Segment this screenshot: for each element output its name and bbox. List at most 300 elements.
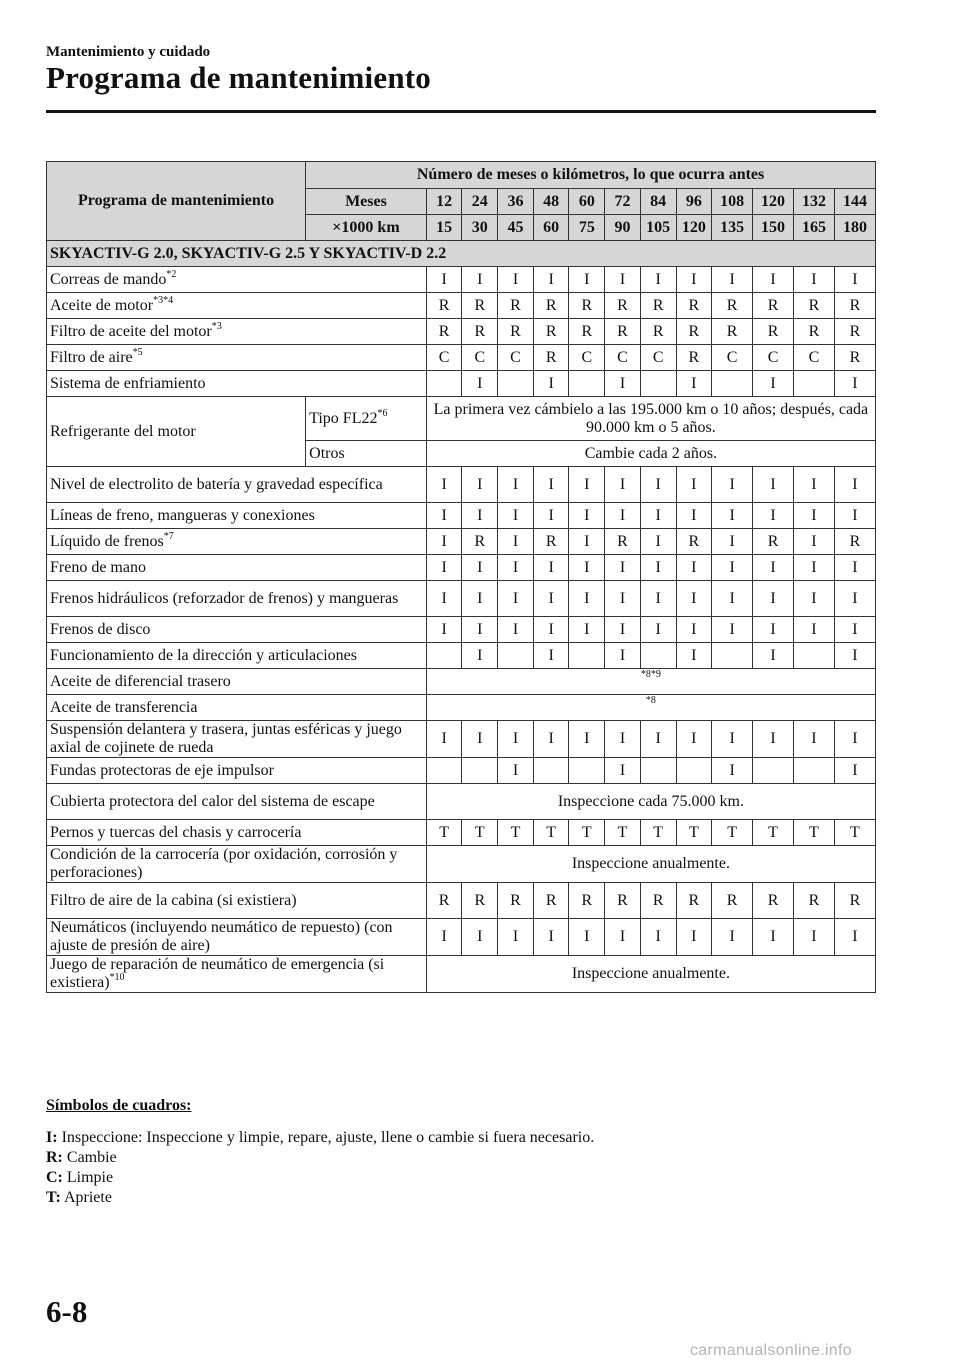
schedule-cell: I [712,467,753,503]
item-label [47,581,427,617]
schedule-cell: R [498,319,534,345]
schedule-cell: I [834,643,875,669]
schedule-cell: I [676,919,712,956]
schedule-cell: I [640,529,676,555]
schedule-cell: R [640,293,676,319]
schedule-cell [640,643,676,669]
month-header: 144 [834,189,875,215]
schedule-cell: I [834,267,875,293]
page-number: 6-8 [46,1294,88,1329]
schedule-cell: I [793,467,834,503]
schedule-cell: I [676,617,712,643]
schedule-cell: C [640,345,676,371]
schedule-cell: I [753,503,794,529]
schedule-cell: I [498,555,534,581]
schedule-cell: I [793,503,834,529]
schedule-cell: I [834,467,875,503]
schedule-cell: I [498,467,534,503]
item-label [47,956,427,993]
schedule-cell [793,371,834,397]
schedule-row [47,695,876,721]
schedule-cell: I [676,643,712,669]
legend [46,1096,594,1208]
schedule-cell: I [834,581,875,617]
schedule-cell: I [498,581,534,617]
month-header: 72 [605,189,641,215]
schedule-cell: I [640,617,676,643]
schedule-cell [569,643,605,669]
schedule-span-note: *8 [426,695,875,721]
item-label-text: Aceite de diferencial trasero [50,672,231,690]
schedule-cell: I [793,581,834,617]
schedule-cell: I [753,555,794,581]
schedule-cell: T [676,820,712,846]
schedule-cell [753,758,794,784]
schedule-cell: I [498,503,534,529]
schedule-cell: T [569,820,605,846]
schedule-cell: R [569,883,605,919]
schedule-cell: I [640,721,676,758]
schedule-cell: R [605,293,641,319]
km-header: 120 [676,215,712,241]
schedule-cell: C [712,345,753,371]
schedule-cell: I [426,919,462,956]
item-label-text: Frenos hidráulicos (reforzador de frenos) y mangueras [50,589,399,607]
km-header: 30 [462,215,498,241]
schedule-row [47,883,876,919]
schedule-cell [712,371,753,397]
schedule-cell: R [462,319,498,345]
schedule-row [47,721,876,758]
schedule-cell: I [605,267,641,293]
schedule-cell: R [533,345,569,371]
schedule-cell: R [753,319,794,345]
schedule-span-text: Inspeccione anualmente. [426,956,875,993]
schedule-cell: I [753,467,794,503]
schedule-cell: I [793,555,834,581]
month-header: 84 [640,189,676,215]
item-label [47,784,427,820]
km-header: 165 [793,215,834,241]
schedule-cell: I [533,267,569,293]
footnote-ref: *3 [211,320,222,332]
schedule-cell: I [753,267,794,293]
schedule-cell: I [712,529,753,555]
schedule-span-text: Inspeccione cada 75.000 km. [426,784,875,820]
schedule-cell: I [462,581,498,617]
schedule-cell: R [676,293,712,319]
schedule-row [47,319,876,345]
coolant-other-interval: Cambie cada 2 años. [426,441,875,467]
schedule-cell: I [753,371,794,397]
maintenance-schedule-table [46,161,876,993]
item-label-text: Condición de la carrocería (por oxidación, corrosión y perforaciones) [50,846,398,881]
coolant-other-label: Otros [306,441,427,467]
schedule-cell: I [640,919,676,956]
schedule-cell: I [426,503,462,529]
schedule-cell: R [676,345,712,371]
schedule-cell: I [753,617,794,643]
item-label-text: Funcionamiento de la dirección y articulaciones [50,646,357,664]
schedule-cell: R [712,883,753,919]
schedule-cell: R [533,883,569,919]
schedule-cell [640,758,676,784]
schedule-cell: I [605,555,641,581]
schedule-cell: I [676,371,712,397]
schedule-cell: I [605,758,641,784]
schedule-cell: T [834,820,875,846]
schedule-row [47,784,876,820]
legend-text: Limpie [66,1169,114,1186]
item-label-text: Cubierta protectora del calor del sistema de escape [50,792,375,810]
schedule-cell: I [498,617,534,643]
schedule-cell [426,371,462,397]
schedule-cell: I [462,467,498,503]
schedule-cell: R [640,319,676,345]
schedule-cell: R [426,293,462,319]
schedule-cell: R [533,319,569,345]
schedule-cell: R [793,293,834,319]
schedule-cell: I [834,371,875,397]
schedule-cell: I [605,721,641,758]
schedule-cell: R [834,883,875,919]
schedule-cell: R [605,883,641,919]
item-label-text: Freno de mano [50,558,146,576]
schedule-cell: I [605,503,641,529]
schedule-cell: R [793,319,834,345]
schedule-cell: I [712,555,753,581]
schedule-cell: I [533,467,569,503]
schedule-cell: I [533,581,569,617]
schedule-cell: I [462,503,498,529]
month-header: 48 [533,189,569,215]
item-label [47,820,427,846]
item-label-text: Filtro de aire de la cabina (si existiera) [50,891,297,909]
schedule-cell: C [753,345,794,371]
legend-item [46,1128,594,1148]
item-label [47,555,427,581]
schedule-cell: I [834,721,875,758]
schedule-cell: I [569,267,605,293]
km-header: 180 [834,215,875,241]
schedule-cell: I [569,581,605,617]
coolant-fl22-interval: La primera vez cámbielo a las 195.000 km o 10 años; después, cada 90.000 km o 5 años. [426,397,875,441]
schedule-cell [426,758,462,784]
schedule-cell: R [753,529,794,555]
schedule-cell [793,758,834,784]
schedule-span-note: *8*9 [426,669,875,695]
month-header: 12 [426,189,462,215]
footnote-ref: *6 [377,407,388,419]
interval-header: Número de meses o kilómetros, lo que ocurra antes [306,162,876,189]
legend-item [46,1188,594,1208]
schedule-cell: I [569,467,605,503]
item-label [47,503,427,529]
schedule-cell: I [533,555,569,581]
month-header: 96 [676,189,712,215]
schedule-cell: I [712,267,753,293]
schedule-cell: R [498,883,534,919]
schedule-cell: I [498,919,534,956]
item-label [47,846,427,883]
month-header: 24 [462,189,498,215]
schedule-cell: I [569,503,605,529]
schedule-cell: I [462,643,498,669]
schedule-cell: I [793,529,834,555]
item-label [47,669,427,695]
schedule-cell: R [533,529,569,555]
schedule-cell: I [462,371,498,397]
item-label [47,319,427,345]
schedule-cell: I [712,581,753,617]
item-label-text: Suspensión delantera y trasera, juntas esféricas y juego axial de cojinete de rueda [50,721,402,756]
interval-header-row [47,162,876,189]
km-header: 60 [533,215,569,241]
schedule-cell: I [605,919,641,956]
schedule-cell: T [498,820,534,846]
legend-symbol: C: [46,1169,63,1186]
km-label: ×1000 km [306,215,427,241]
schedule-cell: T [533,820,569,846]
schedule-cell: R [640,883,676,919]
month-header: 132 [793,189,834,215]
schedule-row [47,919,876,956]
schedule-cell: I [753,919,794,956]
schedule-cell: I [462,555,498,581]
legend-item [46,1148,594,1168]
page-title: Programa de mantenimiento [46,60,431,95]
item-label-text: Correas de mando [50,270,167,288]
item-label [47,721,427,758]
schedule-cell: I [640,467,676,503]
item-label [47,758,427,784]
watermark: carmanualsonline.info [690,1342,852,1359]
km-header: 75 [569,215,605,241]
schedule-cell: I [834,919,875,956]
item-label-text: Filtro de aceite del motor [50,322,212,340]
schedule-cell: T [640,820,676,846]
schedule-cell: I [793,721,834,758]
schedule-cell: I [676,503,712,529]
schedule-cell [640,371,676,397]
schedule-cell: R [834,293,875,319]
schedule-cell: T [605,820,641,846]
schedule-cell: I [426,721,462,758]
legend-item [46,1168,594,1188]
schedule-cell: R [533,293,569,319]
item-label [47,267,427,293]
schedule-cell: R [712,293,753,319]
footnote-ref: *5 [132,346,143,358]
schedule-cell: I [640,555,676,581]
schedule-cell: I [533,617,569,643]
schedule-row [47,345,876,371]
item-label-text: Nivel de electrolito de batería y gravedad específica [50,475,383,493]
legend-symbol: T: [46,1189,61,1206]
schedule-cell [569,371,605,397]
schedule-cell [533,758,569,784]
schedule-cell: C [605,345,641,371]
item-label [47,371,427,397]
schedule-cell: T [753,820,794,846]
schedule-cell: I [605,617,641,643]
schedule-cell: T [712,820,753,846]
schedule-row [47,820,876,846]
schedule-row [47,669,876,695]
month-header: 36 [498,189,534,215]
schedule-cell: I [498,267,534,293]
schedule-cell: I [793,919,834,956]
schedule-cell: I [498,721,534,758]
schedule-cell: I [533,503,569,529]
month-header: 120 [753,189,794,215]
schedule-cell: I [712,758,753,784]
legend-symbol: I: [46,1129,58,1146]
schedule-cell: I [462,721,498,758]
schedule-cell: I [426,555,462,581]
schedule-cell: I [569,919,605,956]
item-label-text: Fundas protectoras de eje impulsor [50,761,274,779]
schedule-cell: I [605,581,641,617]
km-header: 90 [605,215,641,241]
schedule-row [47,503,876,529]
schedule-body [47,162,876,993]
schedule-cell: R [498,293,534,319]
schedule-cell: I [569,617,605,643]
section-title: Mantenimiento y cuidado [46,44,211,60]
schedule-cell: R [676,319,712,345]
item-label [47,919,427,956]
schedule-cell: R [462,293,498,319]
schedule-cell: R [712,319,753,345]
schedule-cell: R [676,529,712,555]
item-label-text: Neumáticos (incluyendo neumático de repuesto) (con ajuste de presión de aire) [50,919,393,954]
schedule-cell: C [569,345,605,371]
schedule-cell: I [676,721,712,758]
month-header: 60 [569,189,605,215]
schedule-cell [793,643,834,669]
schedule-cell: I [426,467,462,503]
coolant-label: Refrigerante del motor [47,397,306,467]
schedule-row [47,758,876,784]
schedule-cell: R [569,293,605,319]
schedule-cell: I [533,643,569,669]
month-header: 108 [712,189,753,215]
legend-text: Cambie [66,1149,117,1166]
schedule-cell [498,643,534,669]
title-divider [46,110,876,113]
item-label [47,617,427,643]
schedule-cell: R [753,883,794,919]
legend-items [46,1128,594,1208]
schedule-cell: C [462,345,498,371]
schedule-row [47,529,876,555]
schedule-row [47,846,876,883]
legend-text: Inspeccione: Inspeccione y limpie, repare, ajuste, llene o cambie si fuera necesario. [61,1129,595,1146]
coolant-fl22-text: Tipo FL22 [309,409,378,427]
schedule-cell [569,758,605,784]
schedule-cell: R [793,883,834,919]
schedule-cell: I [640,503,676,529]
schedule-cell: I [753,643,794,669]
schedule-cell: I [676,467,712,503]
schedule-cell: I [793,617,834,643]
coolant-fl22-label [306,397,427,441]
months-label: Meses [306,189,427,215]
schedule-cell: R [834,345,875,371]
km-header: 105 [640,215,676,241]
km-header: 150 [753,215,794,241]
schedule-cell: T [793,820,834,846]
schedule-cell: C [426,345,462,371]
schedule-cell: T [426,820,462,846]
item-label-text: Aceite de transferencia [50,698,198,716]
item-label-text: Filtro de aire [50,348,133,366]
item-label-text: Juego de reparación de neumático de emergencia (si existiera) [50,956,385,991]
schedule-span-text: Inspeccione anualmente. [426,846,875,883]
schedule-row [47,643,876,669]
schedule-cell: I [712,919,753,956]
schedule-row [47,555,876,581]
engine-group-label: SKYACTIV-G 2.0, SKYACTIV-G 2.5 Y SKYACTIV-D 2.2 [47,241,876,267]
schedule-cell: I [533,721,569,758]
item-label [47,643,427,669]
schedule-cell: I [753,581,794,617]
schedule-cell: I [426,529,462,555]
schedule-cell: R [834,319,875,345]
item-label-text: Frenos de disco [50,620,151,638]
item-label [47,293,427,319]
schedule-cell: I [498,529,534,555]
schedule-cell: I [569,529,605,555]
schedule-cell: R [605,529,641,555]
item-label [47,695,427,721]
schedule-cell: I [533,919,569,956]
schedule-cell: I [834,555,875,581]
schedule-cell: I [426,581,462,617]
schedule-cell: R [569,319,605,345]
schedule-row [47,267,876,293]
item-label-text: Sistema de enfriamiento [50,374,206,392]
schedule-cell: I [533,371,569,397]
schedule-cell: C [498,345,534,371]
schedule-row [47,581,876,617]
engine-group-row [47,241,876,267]
schedule-row [47,371,876,397]
item-label-text: Aceite de motor [50,296,154,314]
schedule-cell: I [834,503,875,529]
legend-title: Símbolos de cuadros: [46,1097,192,1114]
schedule-cell: R [753,293,794,319]
schedule-cell: R [426,319,462,345]
schedule-row [47,467,876,503]
footnote-ref: *10 [109,972,125,983]
footnote-ref: *2 [166,268,177,280]
schedule-row [47,956,876,993]
schedule-cell: I [712,617,753,643]
schedule-cell: I [426,267,462,293]
km-header: 135 [712,215,753,241]
item-label [47,529,427,555]
schedule-cell: I [834,758,875,784]
item-label-text: Líneas de freno, mangueras y conexiones [50,506,315,524]
km-header: 15 [426,215,462,241]
schedule-cell: I [712,503,753,529]
schedule-cell [426,643,462,669]
schedule-cell [462,758,498,784]
schedule-cell: I [426,617,462,643]
item-label-text: Pernos y tuercas del chasis y carrocería [50,823,302,841]
